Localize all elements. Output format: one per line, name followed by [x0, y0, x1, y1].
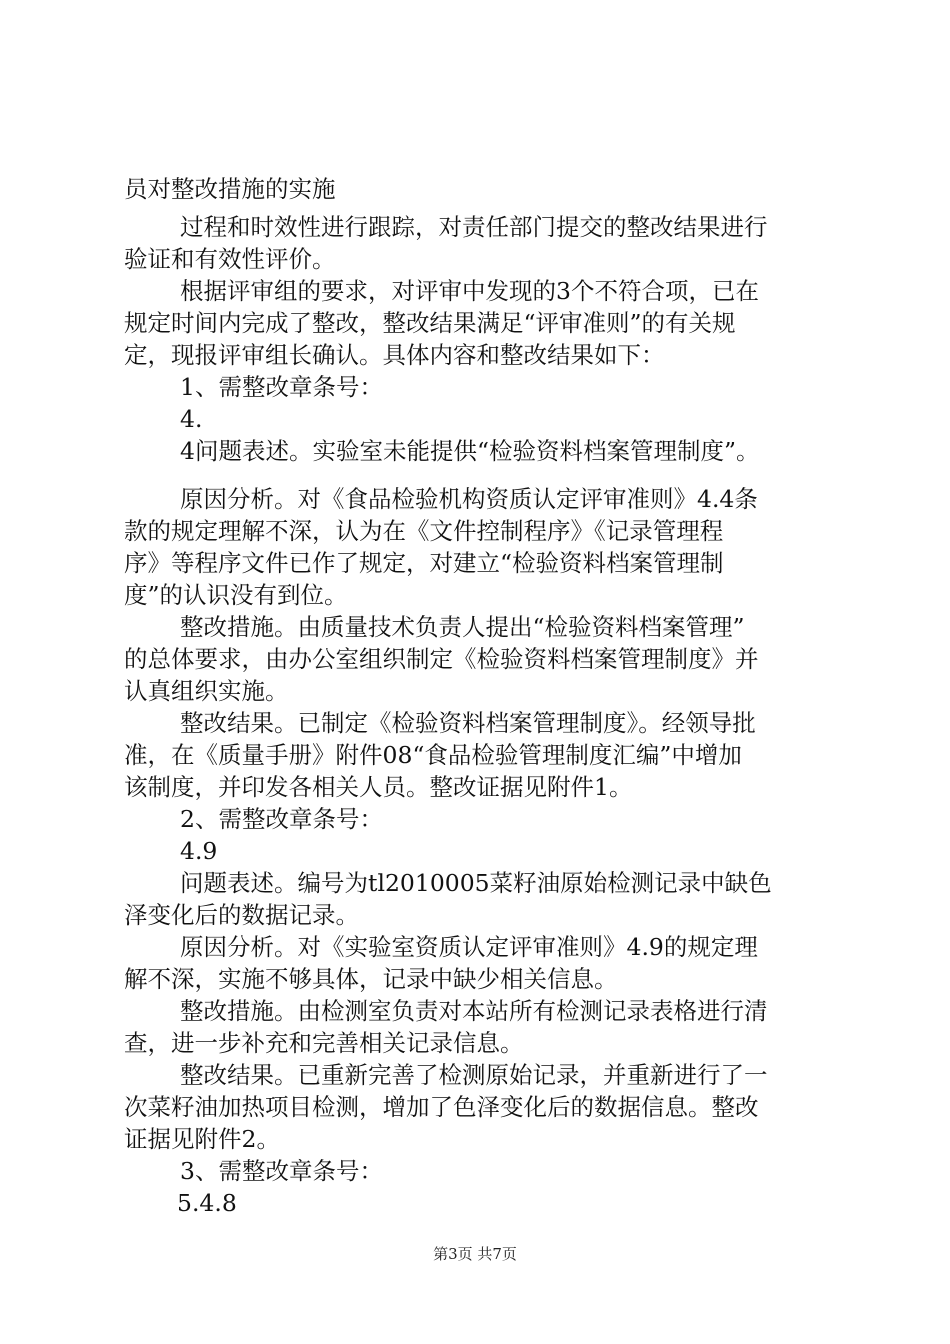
text-line: 认真组织实施。: [124, 677, 289, 705]
text-line: 整改措施。由质量技术负责人提出“检验资料档案管理”: [180, 613, 745, 641]
section-2-clause: 4.9: [180, 837, 218, 865]
section-1-clause: 4.: [180, 405, 203, 433]
text-line: 次菜籽油加热项目检测，增加了色泽变化后的数据信息。整改: [124, 1093, 759, 1121]
section-3-heading: 3、需整改章条号：: [180, 1157, 383, 1185]
text-line: 证据见附件2。: [124, 1125, 280, 1153]
text-line: 员对整改措施的实施: [124, 175, 336, 203]
text-line: 查，进一步补充和完善相关记录信息。: [124, 1029, 524, 1057]
section-3-clause: 5.4.8: [177, 1189, 237, 1217]
text-line: 整改措施。由检测室负责对本站所有检测记录表格进行清: [180, 997, 768, 1025]
text-line: 解不深，实施不够具体，记录中缺少相关信息。: [124, 965, 618, 993]
text-line: 该制度，并印发各相关人员。整改证据见附件1。: [124, 773, 633, 801]
text-line: 的总体要求，由办公室组织制定《检验资料档案管理制度》并: [124, 645, 759, 673]
text-line: 根据评审组的要求，对评审中发现的3个不符合项，已在: [180, 277, 759, 305]
text-line: 款的规定理解不深，认为在《文件控制程序》《记录管理程: [124, 517, 724, 545]
text-line: 验证和有效性评价。: [124, 245, 336, 273]
text-line: 过程和时效性进行跟踪，对责任部门提交的整改结果进行: [180, 213, 768, 241]
section-1-heading: 1、需整改章条号：: [180, 373, 383, 401]
text-line: 泽变化后的数据记录。: [124, 901, 359, 929]
text-line: 定，现报评审组长确认。具体内容和整改结果如下：: [124, 341, 665, 369]
text-line: 整改结果。已重新完善了检测原始记录，并重新进行了一: [180, 1061, 768, 1089]
text-line: 规定时间内完成了整改，整改结果满足“评审准则”的有关规: [124, 309, 736, 337]
text-line: 问题表述。编号为tl2010005菜籽油原始检测记录中缺色: [180, 869, 772, 897]
text-line: 序》等程序文件已作了规定，对建立“检验资料档案管理制: [124, 549, 724, 577]
section-2-heading: 2、需整改章条号：: [180, 805, 383, 833]
text-line: 4问题表述。实验室未能提供“检验资料档案管理制度”。: [180, 437, 760, 465]
text-line: 度”的认识没有到位。: [124, 581, 348, 609]
text-line: 整改结果。已制定《检验资料档案管理制度》。经领导批: [180, 709, 756, 737]
page-footer: 第3页 共7页: [433, 1245, 517, 1263]
text-line: 准，在《质量手册》附件08“食品检验管理制度汇编”中增加: [124, 741, 742, 769]
text-line: 原因分析。对《食品检验机构资质认定评审准则》4.4条: [180, 485, 758, 513]
text-line: 原因分析。对《实验室资质认定评审准则》4.9的规定理: [180, 933, 758, 961]
